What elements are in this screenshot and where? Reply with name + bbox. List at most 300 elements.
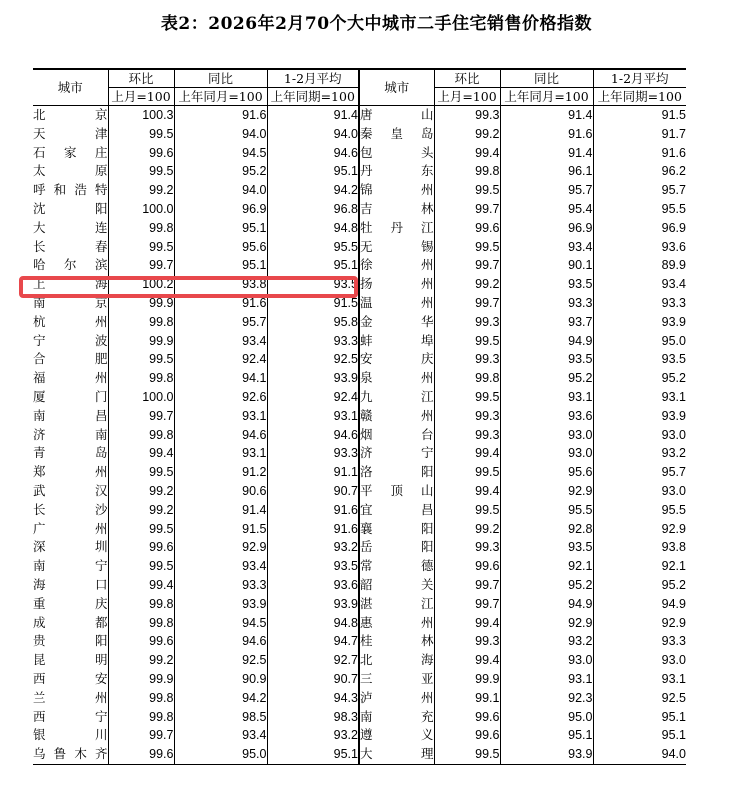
- right-yoy-value: 92.9: [500, 614, 593, 633]
- right-city-name: 三亚: [359, 670, 434, 689]
- right-avg-value: 96.2: [593, 162, 686, 181]
- table-row: [33, 651, 686, 670]
- header-mom-left: 环比: [108, 69, 174, 88]
- left-avg-value: 94.2: [267, 181, 359, 200]
- right-mom-value: 99.4: [434, 651, 500, 670]
- right-avg-value: 93.8: [593, 538, 686, 557]
- right-mom-value: 99.5: [434, 332, 500, 351]
- right-mom-value: 99.3: [434, 407, 500, 426]
- right-mom-value: 99.6: [434, 219, 500, 238]
- right-mom-value: 99.1: [434, 689, 500, 708]
- left-avg-value: 91.6: [267, 501, 359, 520]
- table-row: [33, 501, 686, 520]
- right-avg-value: 95.0: [593, 332, 686, 351]
- right-mom-value: 99.4: [434, 444, 500, 463]
- right-yoy-value: 93.3: [500, 294, 593, 313]
- right-yoy-value: 94.9: [500, 595, 593, 614]
- left-yoy-value: 90.6: [174, 482, 267, 501]
- right-city-name: 遵义: [359, 726, 434, 745]
- left-city-name: 海口: [33, 576, 108, 592]
- left-yoy-value: 95.1: [174, 219, 267, 238]
- left-avg-value: 93.5: [267, 557, 359, 576]
- right-yoy-value: 90.1: [500, 256, 593, 275]
- left-city-name: 天津: [33, 125, 108, 141]
- right-mom-value: 99.7: [434, 595, 500, 614]
- right-yoy-value: 91.4: [500, 144, 593, 163]
- left-avg-value: 93.5: [267, 275, 359, 294]
- right-avg-value: 93.1: [593, 388, 686, 407]
- left-city-name: 青岛: [33, 445, 108, 461]
- left-city-name: 太原: [33, 163, 108, 179]
- left-yoy-value: 94.6: [174, 426, 267, 445]
- right-mom-value: 99.5: [434, 745, 500, 764]
- left-yoy-value: 93.9: [174, 595, 267, 614]
- right-city-name: 平顶山: [359, 482, 434, 501]
- left-avg-value: 93.3: [267, 332, 359, 351]
- left-city-name: 长春: [33, 238, 108, 254]
- header-yoy-left: 同比: [174, 69, 267, 88]
- left-avg-value: 91.5: [267, 294, 359, 313]
- right-city-name: 泸州: [359, 689, 434, 708]
- right-city-name: 大理: [359, 745, 434, 764]
- header-avg-left: 1-2月平均: [267, 69, 359, 88]
- left-avg-value: 91.4: [267, 106, 359, 125]
- left-avg-value: 91.6: [267, 520, 359, 539]
- right-city-name: 宜昌: [359, 501, 434, 520]
- left-mom-value: 99.5: [108, 463, 174, 482]
- left-yoy-value: 92.4: [174, 350, 267, 369]
- right-mom-value: 99.3: [434, 426, 500, 445]
- left-mom-value: 99.9: [108, 332, 174, 351]
- right-avg-value: 95.5: [593, 501, 686, 520]
- left-avg-value: 93.3: [267, 444, 359, 463]
- left-avg-value: 90.7: [267, 482, 359, 501]
- right-avg-value: 94.0: [593, 745, 686, 764]
- right-city-name: 吉林: [359, 200, 434, 219]
- table-row: [33, 463, 686, 482]
- right-mom-value: 99.9: [434, 670, 500, 689]
- left-avg-value: 90.7: [267, 670, 359, 689]
- right-city-name: 南充: [359, 708, 434, 727]
- right-yoy-value: 92.1: [500, 557, 593, 576]
- left-city-name: 厦门: [33, 388, 108, 404]
- left-city-name: 合肥: [33, 351, 108, 367]
- left-avg-value: 93.6: [267, 576, 359, 595]
- right-avg-value: 93.1: [593, 670, 686, 689]
- right-mom-value: 99.4: [434, 144, 500, 163]
- right-yoy-value: 91.4: [500, 106, 593, 125]
- left-yoy-value: 91.5: [174, 520, 267, 539]
- left-yoy-value: 93.1: [174, 444, 267, 463]
- right-city-name: 秦皇岛: [359, 125, 434, 144]
- left-mom-value: 99.9: [108, 670, 174, 689]
- left-avg-value: 98.3: [267, 708, 359, 727]
- left-yoy-value: 98.5: [174, 708, 267, 727]
- right-yoy-value: 95.0: [500, 708, 593, 727]
- right-mom-value: 99.3: [434, 313, 500, 332]
- left-yoy-value: 90.9: [174, 670, 267, 689]
- right-mom-value: 99.7: [434, 200, 500, 219]
- right-mom-value: 99.6: [434, 708, 500, 727]
- table-row: [33, 745, 686, 764]
- left-mom-value: 99.8: [108, 614, 174, 633]
- left-yoy-value: 92.6: [174, 388, 267, 407]
- right-city-name: 韶关: [359, 576, 434, 595]
- left-yoy-value: 94.5: [174, 614, 267, 633]
- left-mom-value: 99.8: [108, 219, 174, 238]
- right-mom-value: 99.5: [434, 463, 500, 482]
- left-mom-value: 99.8: [108, 689, 174, 708]
- right-yoy-value: 95.5: [500, 501, 593, 520]
- right-yoy-value: 95.2: [500, 576, 593, 595]
- left-avg-value: 92.5: [267, 350, 359, 369]
- right-city-name: 襄阳: [359, 520, 434, 539]
- right-yoy-value: 92.3: [500, 689, 593, 708]
- left-yoy-value: 91.6: [174, 294, 267, 313]
- table-row: [33, 144, 686, 163]
- right-avg-value: 93.0: [593, 426, 686, 445]
- right-city-name: 锦州: [359, 181, 434, 200]
- left-mom-value: 99.8: [108, 595, 174, 614]
- left-city-name: 深圳: [33, 539, 108, 555]
- left-city-name: 长沙: [33, 501, 108, 517]
- right-avg-value: 93.6: [593, 238, 686, 257]
- right-yoy-value: 95.6: [500, 463, 593, 482]
- right-city-name: 惠州: [359, 614, 434, 633]
- table-row: [33, 576, 686, 595]
- left-yoy-value: 94.0: [174, 181, 267, 200]
- right-city-name: 金华: [359, 313, 434, 332]
- table-row: [33, 332, 686, 351]
- right-mom-value: 99.6: [434, 557, 500, 576]
- table-row: [33, 632, 686, 651]
- right-mom-value: 99.4: [434, 482, 500, 501]
- right-yoy-value: 93.0: [500, 444, 593, 463]
- left-yoy-value: 93.4: [174, 726, 267, 745]
- left-mom-value: 99.6: [108, 538, 174, 557]
- right-avg-value: 89.9: [593, 256, 686, 275]
- right-mom-value: 99.6: [434, 726, 500, 745]
- right-city-name: 济宁: [359, 444, 434, 463]
- right-avg-value: 92.1: [593, 557, 686, 576]
- right-city-name: 北海: [359, 651, 434, 670]
- left-city-name: 南昌: [33, 407, 108, 423]
- right-yoy-value: 92.9: [500, 482, 593, 501]
- left-yoy-value: 95.1: [174, 256, 267, 275]
- left-yoy-value: 91.2: [174, 463, 267, 482]
- left-mom-value: 99.8: [108, 426, 174, 445]
- right-avg-value: 93.5: [593, 350, 686, 369]
- left-mom-value: 100.3: [108, 106, 174, 125]
- right-city-name: 湛江: [359, 595, 434, 614]
- left-mom-value: 99.5: [108, 238, 174, 257]
- left-city-name: 上海: [33, 276, 108, 292]
- right-yoy-value: 95.7: [500, 181, 593, 200]
- left-avg-value: 94.0: [267, 125, 359, 144]
- table-row: [33, 162, 686, 181]
- left-city-name: 银川: [33, 727, 108, 743]
- left-avg-value: 94.6: [267, 426, 359, 445]
- left-mom-value: 99.5: [108, 162, 174, 181]
- left-yoy-value: 91.4: [174, 501, 267, 520]
- table-row: [33, 106, 686, 125]
- right-city-name: 九江: [359, 388, 434, 407]
- table-row: [33, 595, 686, 614]
- left-city-name: 呼和浩特: [33, 182, 108, 198]
- table-row: [33, 670, 686, 689]
- left-city-name: 武汉: [33, 482, 108, 498]
- right-yoy-value: 93.1: [500, 670, 593, 689]
- table-row: [33, 125, 686, 144]
- table-row: [33, 482, 686, 501]
- table-row: [33, 313, 686, 332]
- table-row: [33, 614, 686, 633]
- price-index-table: [33, 68, 686, 765]
- left-avg-value: 95.5: [267, 238, 359, 257]
- table-row: [33, 520, 686, 539]
- header-city-left: 城市: [33, 69, 108, 106]
- right-city-name: 桂林: [359, 632, 434, 651]
- right-city-name: 牡丹江: [359, 219, 434, 238]
- left-yoy-value: 95.0: [174, 745, 267, 764]
- right-avg-value: 93.0: [593, 651, 686, 670]
- table-row: [33, 689, 686, 708]
- left-yoy-value: 93.1: [174, 407, 267, 426]
- table-row: [33, 275, 686, 294]
- right-yoy-value: 95.2: [500, 369, 593, 388]
- right-mom-value: 99.3: [434, 350, 500, 369]
- left-city-name: 南宁: [33, 558, 108, 574]
- table-row: [33, 538, 686, 557]
- left-avg-value: 95.1: [267, 256, 359, 275]
- right-mom-value: 99.2: [434, 520, 500, 539]
- right-city-name: 赣州: [359, 407, 434, 426]
- right-yoy-value: 93.0: [500, 426, 593, 445]
- right-mom-value: 99.3: [434, 538, 500, 557]
- left-yoy-value: 94.5: [174, 144, 267, 163]
- left-mom-value: 99.6: [108, 745, 174, 764]
- left-avg-value: 95.1: [267, 162, 359, 181]
- right-avg-value: 95.7: [593, 463, 686, 482]
- right-yoy-value: 93.5: [500, 350, 593, 369]
- left-city-name: 乌鲁木齐: [33, 745, 108, 764]
- right-yoy-value: 95.4: [500, 200, 593, 219]
- right-yoy-value: 93.5: [500, 538, 593, 557]
- right-avg-value: 93.9: [593, 407, 686, 426]
- right-avg-value: 93.3: [593, 632, 686, 651]
- right-city-name: 岳阳: [359, 538, 434, 557]
- left-mom-value: 99.5: [108, 557, 174, 576]
- header-mom-sub-right: 上月=100: [434, 88, 500, 106]
- right-avg-value: 93.4: [593, 275, 686, 294]
- left-avg-value: 92.7: [267, 651, 359, 670]
- right-city-name: 扬州: [359, 275, 434, 294]
- right-mom-value: 99.5: [434, 238, 500, 257]
- right-avg-value: 91.5: [593, 106, 686, 125]
- left-avg-value: 91.1: [267, 463, 359, 482]
- left-city-name: 南京: [33, 294, 108, 310]
- table-row: [33, 181, 686, 200]
- left-city-name: 昆明: [33, 652, 108, 668]
- left-avg-value: 94.7: [267, 632, 359, 651]
- header-city-right: 城市: [359, 69, 434, 106]
- right-mom-value: 99.3: [434, 106, 500, 125]
- header-mom-sub-left: 上月=100: [108, 88, 174, 106]
- table-row: [33, 219, 686, 238]
- left-mom-value: 99.5: [108, 520, 174, 539]
- right-avg-value: 93.9: [593, 313, 686, 332]
- table-row: [33, 708, 686, 727]
- right-avg-value: 95.2: [593, 369, 686, 388]
- right-yoy-value: 96.9: [500, 219, 593, 238]
- left-avg-value: 94.3: [267, 689, 359, 708]
- left-city-name: 哈尔滨: [33, 257, 108, 273]
- right-city-name: 洛阳: [359, 463, 434, 482]
- table-body: [33, 106, 686, 765]
- right-yoy-value: 91.6: [500, 125, 593, 144]
- left-mom-value: 99.8: [108, 313, 174, 332]
- left-mom-value: 99.7: [108, 407, 174, 426]
- table-row: [33, 444, 686, 463]
- right-avg-value: 94.9: [593, 595, 686, 614]
- right-avg-value: 93.3: [593, 294, 686, 313]
- left-avg-value: 94.6: [267, 144, 359, 163]
- left-city-name: 北京: [33, 107, 108, 122]
- right-avg-value: 95.5: [593, 200, 686, 219]
- right-yoy-value: 93.7: [500, 313, 593, 332]
- right-yoy-value: 93.5: [500, 275, 593, 294]
- right-city-name: 温州: [359, 294, 434, 313]
- left-avg-value: 93.2: [267, 726, 359, 745]
- left-avg-value: 93.9: [267, 595, 359, 614]
- left-yoy-value: 91.6: [174, 106, 267, 125]
- page-title: 表2：2026年2月70个大中城市二手住宅销售价格指数: [160, 14, 593, 34]
- left-mom-value: 99.6: [108, 632, 174, 651]
- right-mom-value: 99.2: [434, 275, 500, 294]
- left-mom-value: 99.2: [108, 651, 174, 670]
- right-city-name: 无锡: [359, 238, 434, 257]
- right-yoy-value: 94.9: [500, 332, 593, 351]
- left-city-name: 大连: [33, 219, 108, 235]
- left-yoy-value: 93.8: [174, 275, 267, 294]
- header-yoy-sub-left: 上年同月=100: [174, 88, 267, 106]
- left-yoy-value: 92.5: [174, 651, 267, 670]
- left-mom-value: 99.2: [108, 482, 174, 501]
- left-city-name: 兰州: [33, 689, 108, 705]
- right-mom-value: 99.8: [434, 162, 500, 181]
- left-city-name: 成都: [33, 614, 108, 630]
- right-mom-value: 99.5: [434, 181, 500, 200]
- left-avg-value: 95.8: [267, 313, 359, 332]
- left-yoy-value: 96.9: [174, 200, 267, 219]
- left-mom-value: 99.7: [108, 256, 174, 275]
- left-avg-value: 94.8: [267, 614, 359, 633]
- left-city-name: 郑州: [33, 464, 108, 480]
- left-yoy-value: 93.3: [174, 576, 267, 595]
- left-city-name: 福州: [33, 370, 108, 386]
- header-yoy-sub-right: 上年同月=100: [500, 88, 593, 106]
- left-mom-value: 99.5: [108, 350, 174, 369]
- left-city-name: 重庆: [33, 595, 108, 611]
- right-yoy-value: 93.1: [500, 388, 593, 407]
- left-avg-value: 95.1: [267, 745, 359, 764]
- left-mom-value: 99.8: [108, 369, 174, 388]
- header-avg-sub-left: 上年同期=100: [267, 88, 359, 106]
- right-yoy-value: 93.6: [500, 407, 593, 426]
- left-avg-value: 93.2: [267, 538, 359, 557]
- table-row: [33, 388, 686, 407]
- header-avg-sub-right: 上年同期=100: [593, 88, 686, 106]
- table-row: [33, 369, 686, 388]
- left-mom-value: 99.5: [108, 125, 174, 144]
- left-mom-value: 100.0: [108, 200, 174, 219]
- left-yoy-value: 93.4: [174, 332, 267, 351]
- right-yoy-value: 96.1: [500, 162, 593, 181]
- right-mom-value: 99.2: [434, 125, 500, 144]
- right-city-name: 包头: [359, 144, 434, 163]
- right-yoy-value: 93.0: [500, 651, 593, 670]
- right-mom-value: 99.7: [434, 576, 500, 595]
- header-yoy-right: 同比: [500, 69, 593, 88]
- left-city-name: 广州: [33, 520, 108, 536]
- right-avg-value: 93.2: [593, 444, 686, 463]
- left-city-name: 宁波: [33, 332, 108, 348]
- right-mom-value: 99.5: [434, 388, 500, 407]
- right-city-name: 徐州: [359, 256, 434, 275]
- table-row: [33, 426, 686, 445]
- right-avg-value: 93.0: [593, 482, 686, 501]
- table-row: [33, 256, 686, 275]
- left-avg-value: 92.4: [267, 388, 359, 407]
- right-avg-value: 91.6: [593, 144, 686, 163]
- right-avg-value: 95.7: [593, 181, 686, 200]
- left-mom-value: 99.4: [108, 444, 174, 463]
- left-yoy-value: 95.2: [174, 162, 267, 181]
- right-avg-value: 95.1: [593, 708, 686, 727]
- left-avg-value: 94.8: [267, 219, 359, 238]
- right-city-name: 丹东: [359, 162, 434, 181]
- left-yoy-value: 95.6: [174, 238, 267, 257]
- left-yoy-value: 94.2: [174, 689, 267, 708]
- right-avg-value: 92.9: [593, 614, 686, 633]
- left-yoy-value: 94.6: [174, 632, 267, 651]
- table-row: [33, 557, 686, 576]
- left-mom-value: 99.9: [108, 294, 174, 313]
- left-city-name: 杭州: [33, 313, 108, 329]
- right-mom-value: 99.7: [434, 256, 500, 275]
- left-mom-value: 99.8: [108, 708, 174, 727]
- header-avg-right: 1-2月平均: [593, 69, 686, 88]
- left-city-name: 西宁: [33, 708, 108, 724]
- left-city-name: 石家庄: [33, 144, 108, 160]
- left-yoy-value: 92.9: [174, 538, 267, 557]
- left-avg-value: 93.9: [267, 369, 359, 388]
- right-avg-value: 92.9: [593, 520, 686, 539]
- right-mom-value: 99.5: [434, 501, 500, 520]
- left-city-name: 贵阳: [33, 633, 108, 649]
- right-avg-value: 92.5: [593, 689, 686, 708]
- left-mom-value: 99.7: [108, 726, 174, 745]
- left-avg-value: 96.8: [267, 200, 359, 219]
- left-yoy-value: 93.4: [174, 557, 267, 576]
- right-yoy-value: 93.9: [500, 745, 593, 764]
- table-row: [33, 726, 686, 745]
- right-avg-value: 95.2: [593, 576, 686, 595]
- table-row: [33, 407, 686, 426]
- right-city-name: 常德: [359, 557, 434, 576]
- right-city-name: 烟台: [359, 426, 434, 445]
- left-mom-value: 99.4: [108, 576, 174, 595]
